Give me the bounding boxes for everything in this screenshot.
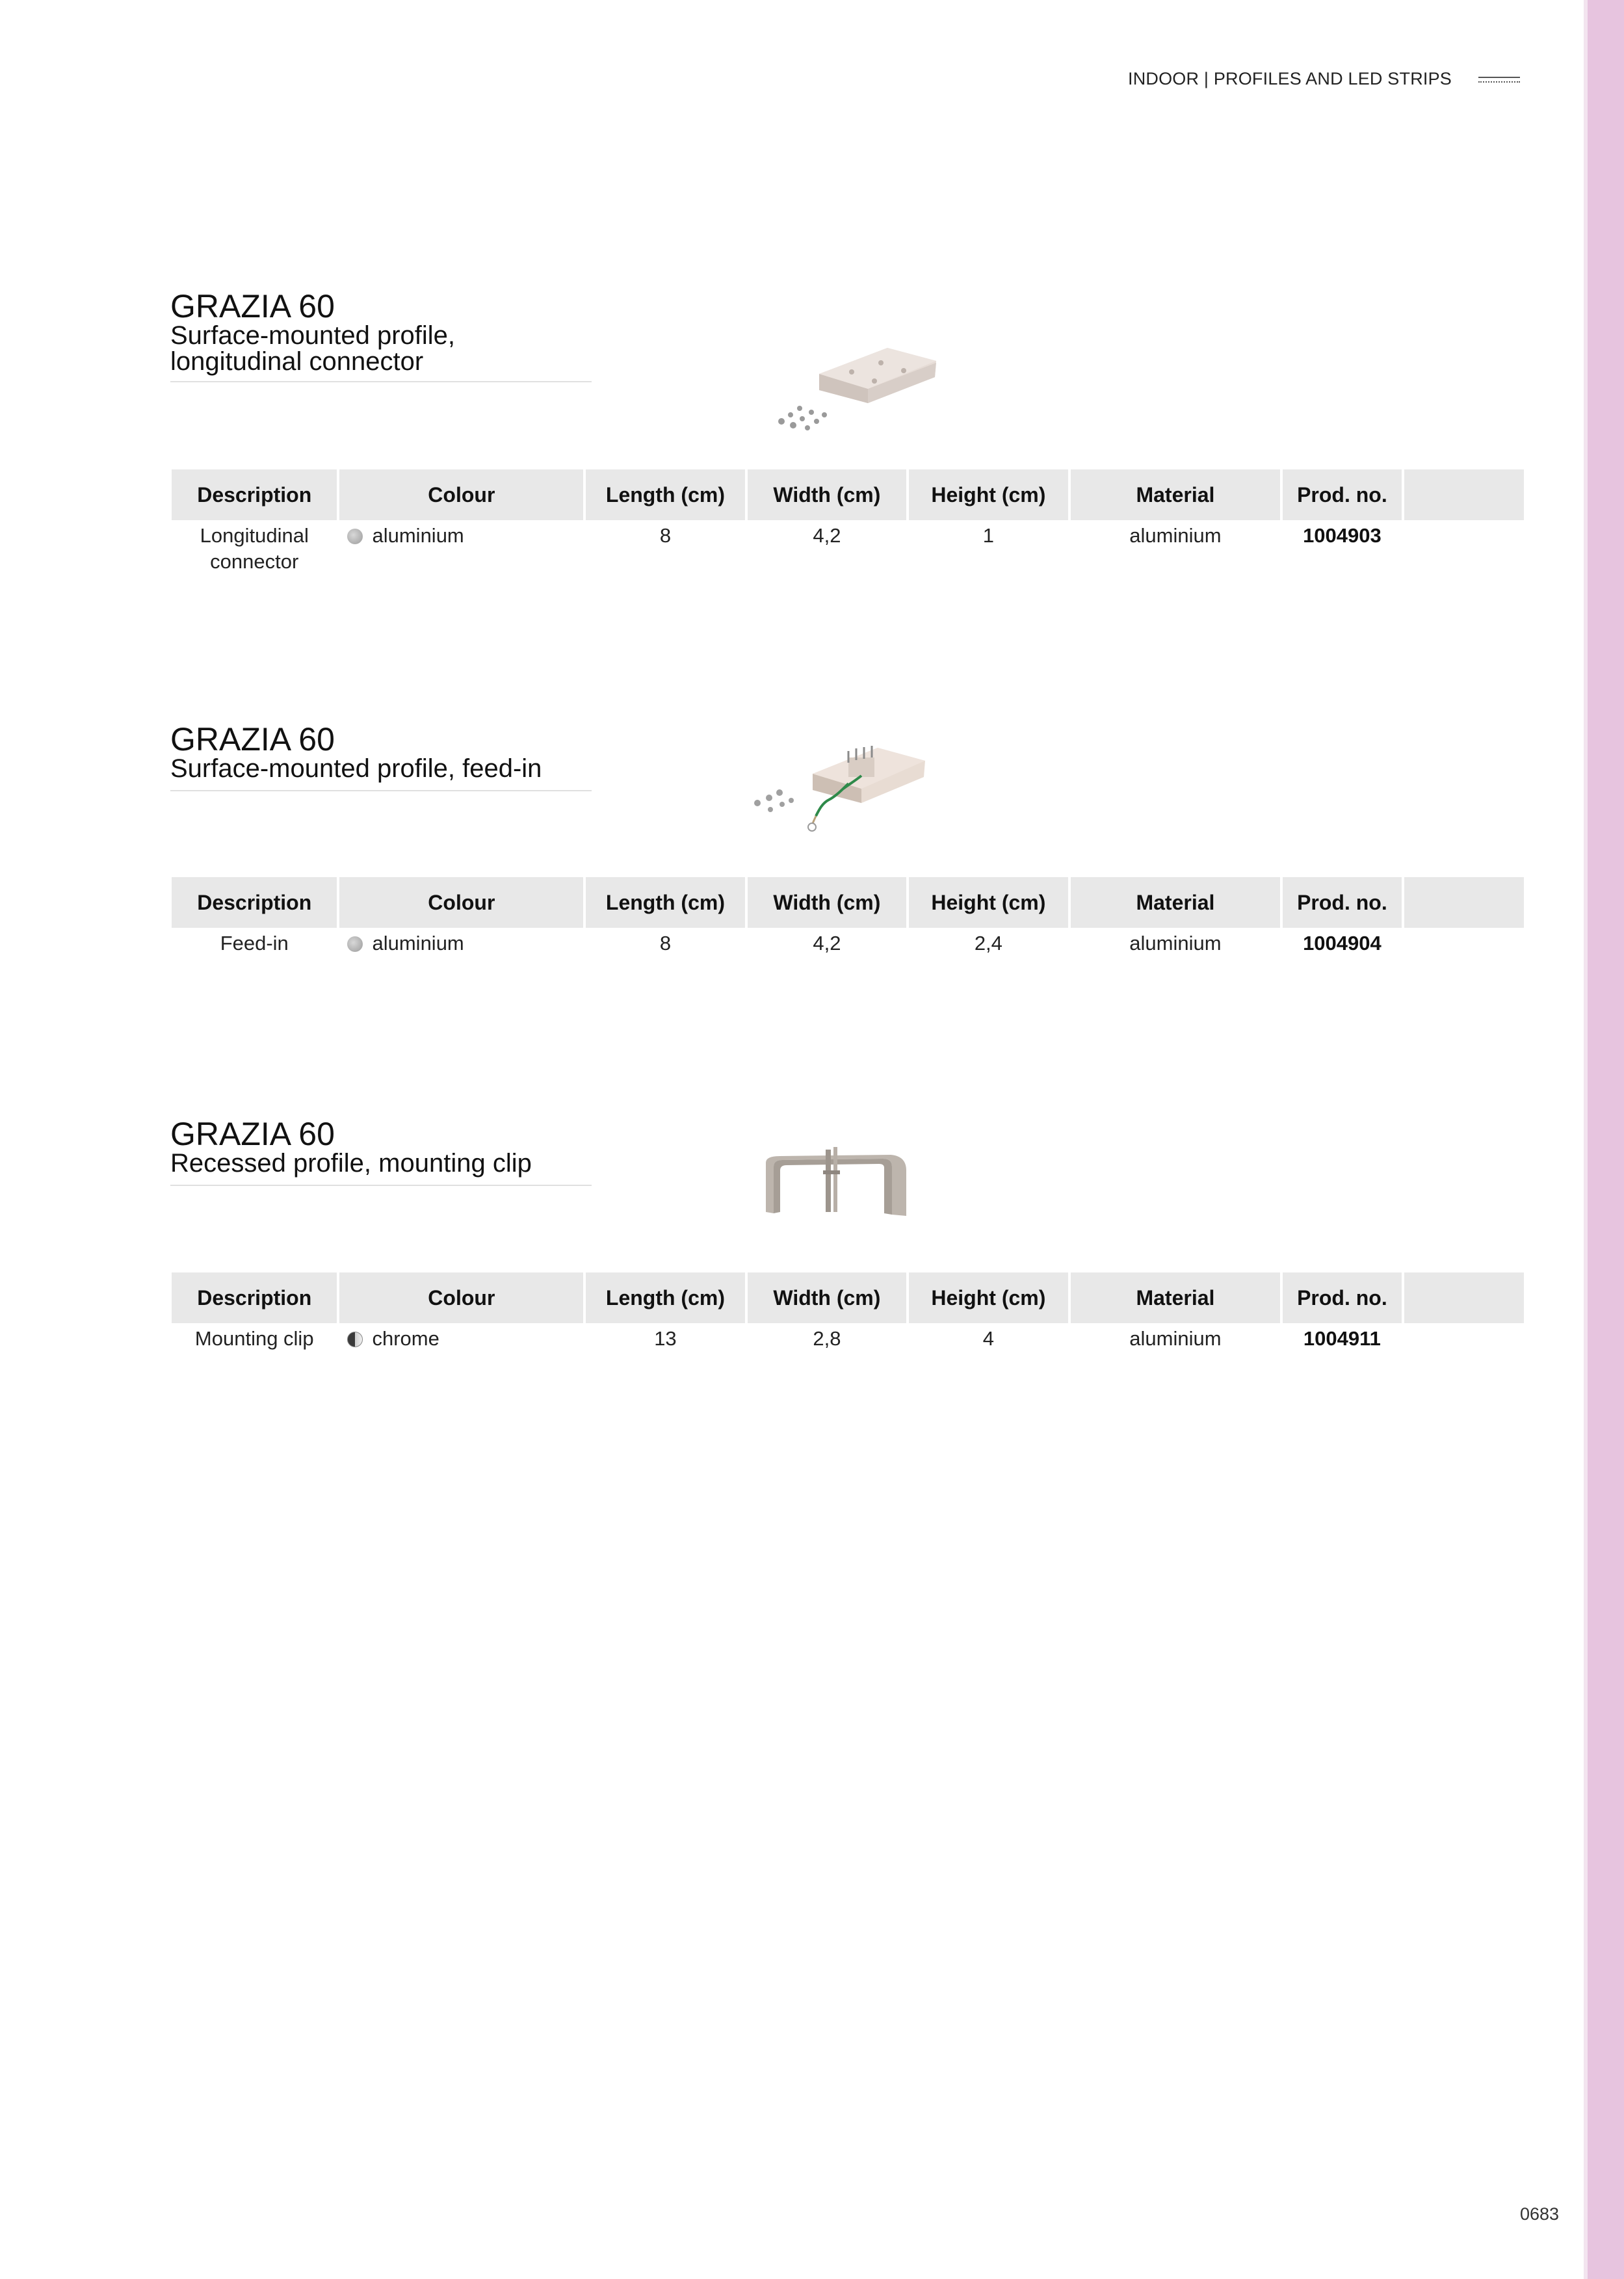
col-colour: Colour — [339, 469, 583, 520]
col-width: Width (cm) — [748, 877, 906, 928]
cell-length: 8 — [659, 524, 672, 547]
col-empty — [1404, 877, 1524, 928]
table-row — [172, 520, 1524, 575]
mounting-clip-product-image — [761, 1144, 911, 1221]
connector-product-image — [774, 338, 943, 436]
table-header-row — [172, 1272, 1524, 1323]
col-material: Material — [1071, 877, 1281, 928]
product-subtitle: Recessed profile, mounting clip — [170, 1149, 532, 1178]
product-title: GRAZIA 60 — [170, 288, 335, 324]
cell-prod-no: 1004904 — [1303, 932, 1382, 955]
col-material: Material — [1071, 1272, 1281, 1323]
cell-height: 2,4 — [974, 932, 1002, 955]
spec-table — [169, 469, 1526, 575]
col-height: Height (cm) — [909, 469, 1067, 520]
spec-table — [169, 1272, 1526, 1352]
cell-colour — [339, 520, 583, 575]
cell-prod-no: 1004903 — [1303, 524, 1382, 547]
col-prod-no: Prod. no. — [1283, 469, 1401, 520]
cell-description: Mounting clip — [194, 1327, 314, 1350]
cell-colour — [339, 928, 583, 957]
aluminium-swatch-icon — [347, 529, 363, 544]
chapter-color-strip — [1588, 0, 1624, 2279]
spec-table — [169, 877, 1526, 957]
cell-empty — [1404, 928, 1524, 957]
col-length: Length (cm) — [586, 469, 744, 520]
col-length: Length (cm) — [586, 1272, 744, 1323]
cell-height: 4 — [982, 1327, 994, 1350]
chrome-swatch-icon — [347, 1332, 363, 1347]
profile-icon — [1478, 77, 1520, 85]
title-divider — [170, 1185, 592, 1186]
col-length: Length (cm) — [586, 877, 744, 928]
aluminium-swatch-icon — [347, 936, 363, 952]
product-title: GRAZIA 60 — [170, 721, 335, 757]
cell-height: 1 — [982, 524, 994, 547]
col-empty — [1404, 469, 1524, 520]
cell-length: 8 — [659, 932, 672, 955]
cell-empty — [1404, 1323, 1524, 1352]
cell-material: aluminium — [1129, 524, 1222, 547]
col-height: Height (cm) — [909, 1272, 1067, 1323]
cell-prod-no: 1004911 — [1303, 1327, 1381, 1350]
col-description: Description — [172, 469, 337, 520]
col-prod-no: Prod. no. — [1283, 1272, 1401, 1323]
table-row — [172, 1323, 1524, 1352]
section-header: INDOOR | PROFILES AND LED STRIPS — [1128, 69, 1452, 88]
table-header-row — [172, 877, 1524, 928]
cell-material: aluminium — [1129, 932, 1222, 955]
colour-label: chrome — [372, 1327, 439, 1350]
product-subtitle: longitudinal connector — [170, 347, 424, 376]
product-title-block — [170, 723, 592, 782]
cell-width: 4,2 — [813, 524, 841, 547]
col-width: Width (cm) — [748, 1272, 906, 1323]
product-subtitle: Surface-mounted profile, feed-in — [170, 754, 542, 783]
page-number: 0683 — [1520, 2204, 1560, 2224]
cell-description: Longitudinal connector — [200, 524, 309, 573]
table-row — [172, 928, 1524, 957]
cell-empty — [1404, 520, 1524, 575]
colour-label: aluminium — [372, 524, 464, 547]
col-description: Description — [172, 1272, 337, 1323]
product-title-block — [170, 290, 592, 375]
title-divider — [170, 381, 592, 382]
product-title-block — [170, 1118, 592, 1176]
cell-material: aluminium — [1129, 1327, 1222, 1350]
product-subtitle: Surface-mounted profile, — [170, 321, 456, 350]
col-empty — [1404, 1272, 1524, 1323]
col-description: Description — [172, 877, 337, 928]
col-material: Material — [1071, 469, 1281, 520]
title-divider — [170, 790, 592, 791]
cell-width: 4,2 — [813, 932, 841, 955]
col-width: Width (cm) — [748, 469, 906, 520]
cell-description: Feed-in — [220, 932, 289, 955]
colour-label: aluminium — [372, 932, 464, 955]
product-title: GRAZIA 60 — [170, 1116, 335, 1152]
cell-length: 13 — [654, 1327, 677, 1350]
col-colour: Colour — [339, 877, 583, 928]
table-header-row — [172, 469, 1524, 520]
cell-colour — [339, 1323, 583, 1352]
feed-in-product-image — [751, 738, 933, 842]
col-height: Height (cm) — [909, 877, 1067, 928]
cell-width: 2,8 — [813, 1327, 841, 1350]
col-colour: Colour — [339, 1272, 583, 1323]
col-prod-no: Prod. no. — [1283, 877, 1401, 928]
